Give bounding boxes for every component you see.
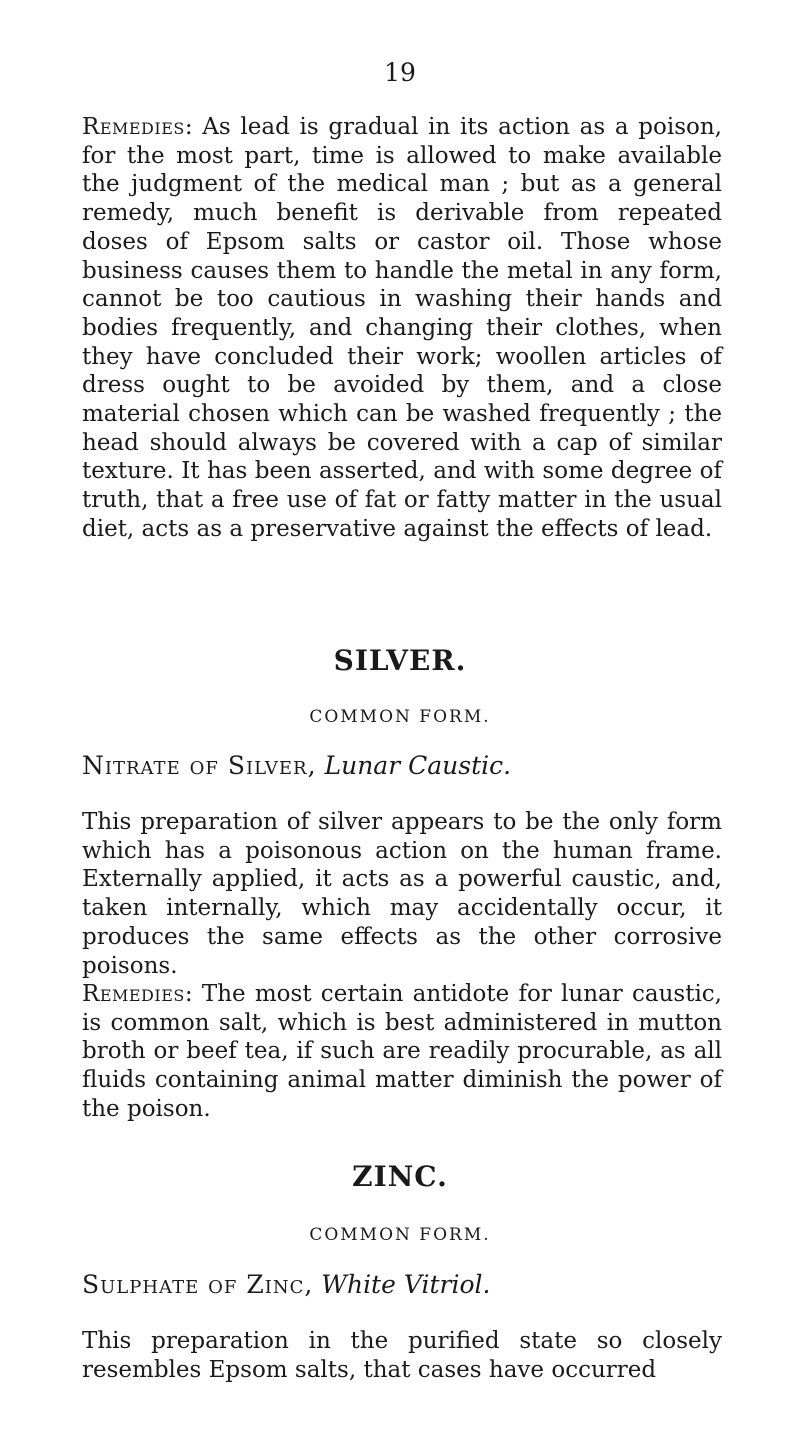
- silver-common-form-heading: COMMON FORM.: [309, 707, 491, 727]
- silver-heading: SILVER.: [333, 644, 467, 677]
- zinc-heading: ZINC.: [352, 1160, 448, 1193]
- silver-description: This preparation of silver appears to be the only form which has a poisonous action on the human frame. Externally applied, it acts as a powerful caustic, and, taken internally, which may accidentally occur, it produces the same effects as the other corrosive poisons.: [82, 809, 722, 979]
- page-number: 19: [384, 58, 416, 87]
- zinc-common-form-heading: COMMON FORM.: [309, 1225, 491, 1245]
- silver-description-section: [82, 808, 722, 980]
- zinc-description: This preparation in the purified state so closely resembles Epsom salts, that cases have occurred: [82, 1328, 722, 1383]
- zinc-form-name: Sulphate of Zinc,: [82, 1270, 314, 1299]
- silver-remedies-text: : The most certain antidote for lunar caustic, is common salt, which is best administered in mutton broth or beef tea, if such are readily procurable, as all fluids containing animal matter diminish the power of the poison.: [82, 981, 722, 1122]
- silver-form-alt: Lunar Caustic.: [324, 751, 512, 780]
- silver-remedies-label: Remedies: [82, 981, 185, 1007]
- lead-remedies-paragraph: [82, 113, 722, 544]
- zinc-form-alt: White Vitriol.: [321, 1270, 491, 1299]
- silver-remedies-paragraph: [82, 980, 722, 1124]
- zinc-form-line: [82, 1270, 722, 1300]
- lead-remedies-text: : As lead is gradual in its action as a poison, for the most part, time is allowed to make available the judgment of the medical man ; but as a general remedy, much benefit is derivable from repeated doses of Epsom salts or castor oil. Those whose business causes them to handle the metal in any form, cannot be too cautious in washing their hands and bodies frequently, and changing their clothes, when they have concluded their work; woollen articles of dress ought to be avoided by them, and a close material chosen which can be washed frequently ; the head should always be covered with a cap of similar texture. It has been asserted, and with some degree of truth, that a free use of fat or fatty matter in the usual diet, acts as a preservative against the effects of lead.: [82, 114, 722, 542]
- silver-remedies-section: [82, 980, 722, 1124]
- lead-remedies-label: Remedies: [82, 114, 185, 140]
- silver-form-line: [82, 751, 722, 781]
- silver-form-name: Nitrate of Silver,: [82, 751, 317, 780]
- zinc-description-section: [82, 1327, 722, 1384]
- lead-remedies-section: [82, 113, 722, 544]
